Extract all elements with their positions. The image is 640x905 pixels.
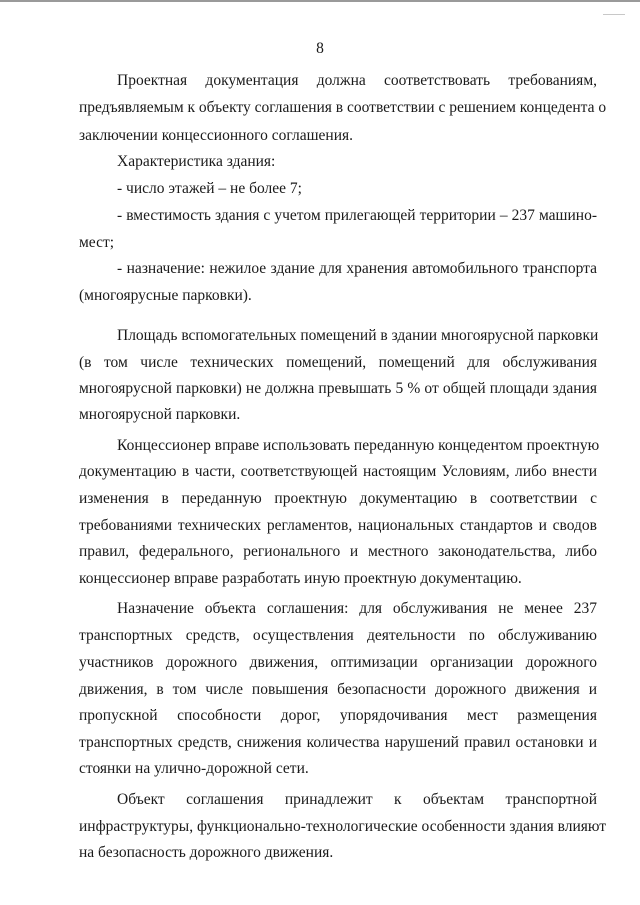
- text-line: документацию в части, соответствующей настоящим Условиям, либо внести: [79, 463, 597, 480]
- text-line: - вместимость здания с учетом прилегающей территории – 237 машино-: [117, 207, 597, 224]
- text-line: концессионер вправе разработать иную проектную документацию.: [79, 570, 522, 587]
- text-line: стоянки на улично-дорожной сети.: [79, 760, 309, 777]
- text-line: транспортных средств, осуществления деятельности по обслуживанию: [79, 627, 597, 644]
- text-line: многоярусной парковки.: [79, 406, 241, 423]
- text-line: мест;: [79, 234, 115, 251]
- top-right-mark: [603, 14, 625, 15]
- text-line: правил, федерального, регионального и местного законодательства, либо: [79, 543, 597, 560]
- text-line: Проектная документация должна соответствовать требованиям,: [117, 72, 597, 89]
- text-line: движения, в том числе повышения безопасности дорожного движения и: [79, 681, 597, 698]
- text-line: (в том числе технических помещений, помещений для обслуживания: [79, 354, 597, 371]
- text-line: - назначение: нежилое здание для хранения автомобильного транспорта: [117, 260, 597, 277]
- text-line: Характеристика здания:: [117, 153, 276, 170]
- text-line: транспортных средств, снижения количества нарушений правил остановки и: [79, 734, 597, 751]
- text-line: требованиями технических регламентов, национальных стандартов и сводов: [79, 517, 597, 534]
- text-line: инфраструктуры, функционально-технологические особенности здания влияют: [79, 818, 607, 835]
- text-line: на безопасность дорожного движения.: [79, 844, 334, 861]
- top-border-line: [0, 0, 640, 2]
- text-line: Назначение объекта соглашения: для обслуживания не менее 237: [117, 600, 597, 617]
- page-number: 8: [316, 40, 324, 57]
- text-line: (многоярусные парковки).: [79, 287, 252, 304]
- text-line: участников дорожного движения, оптимизации организации дорожного: [79, 654, 597, 671]
- text-line: Объект соглашения принадлежит к объектам транспортной: [117, 791, 597, 808]
- text-line: изменения в переданную проектную документацию в соответствии с: [79, 490, 597, 507]
- text-line: многоярусной парковки) не должна превышать 5 % от общей площади здания: [79, 380, 597, 397]
- text-line: Площадь вспомогательных помещений в здании многоярусной парковки: [117, 327, 599, 344]
- text-line: пропускной способности дорог, упорядочивания мест размещения: [79, 707, 597, 724]
- text-line: предъявляемым к объекту соглашения в соответствии с решением концедента о: [79, 99, 607, 116]
- text-line: Концессионер вправе использовать переданную концедентом проектную: [117, 437, 600, 454]
- text-line: - число этажей – не более 7;: [117, 180, 302, 197]
- text-line: заключении концессионного соглашения.: [79, 127, 354, 144]
